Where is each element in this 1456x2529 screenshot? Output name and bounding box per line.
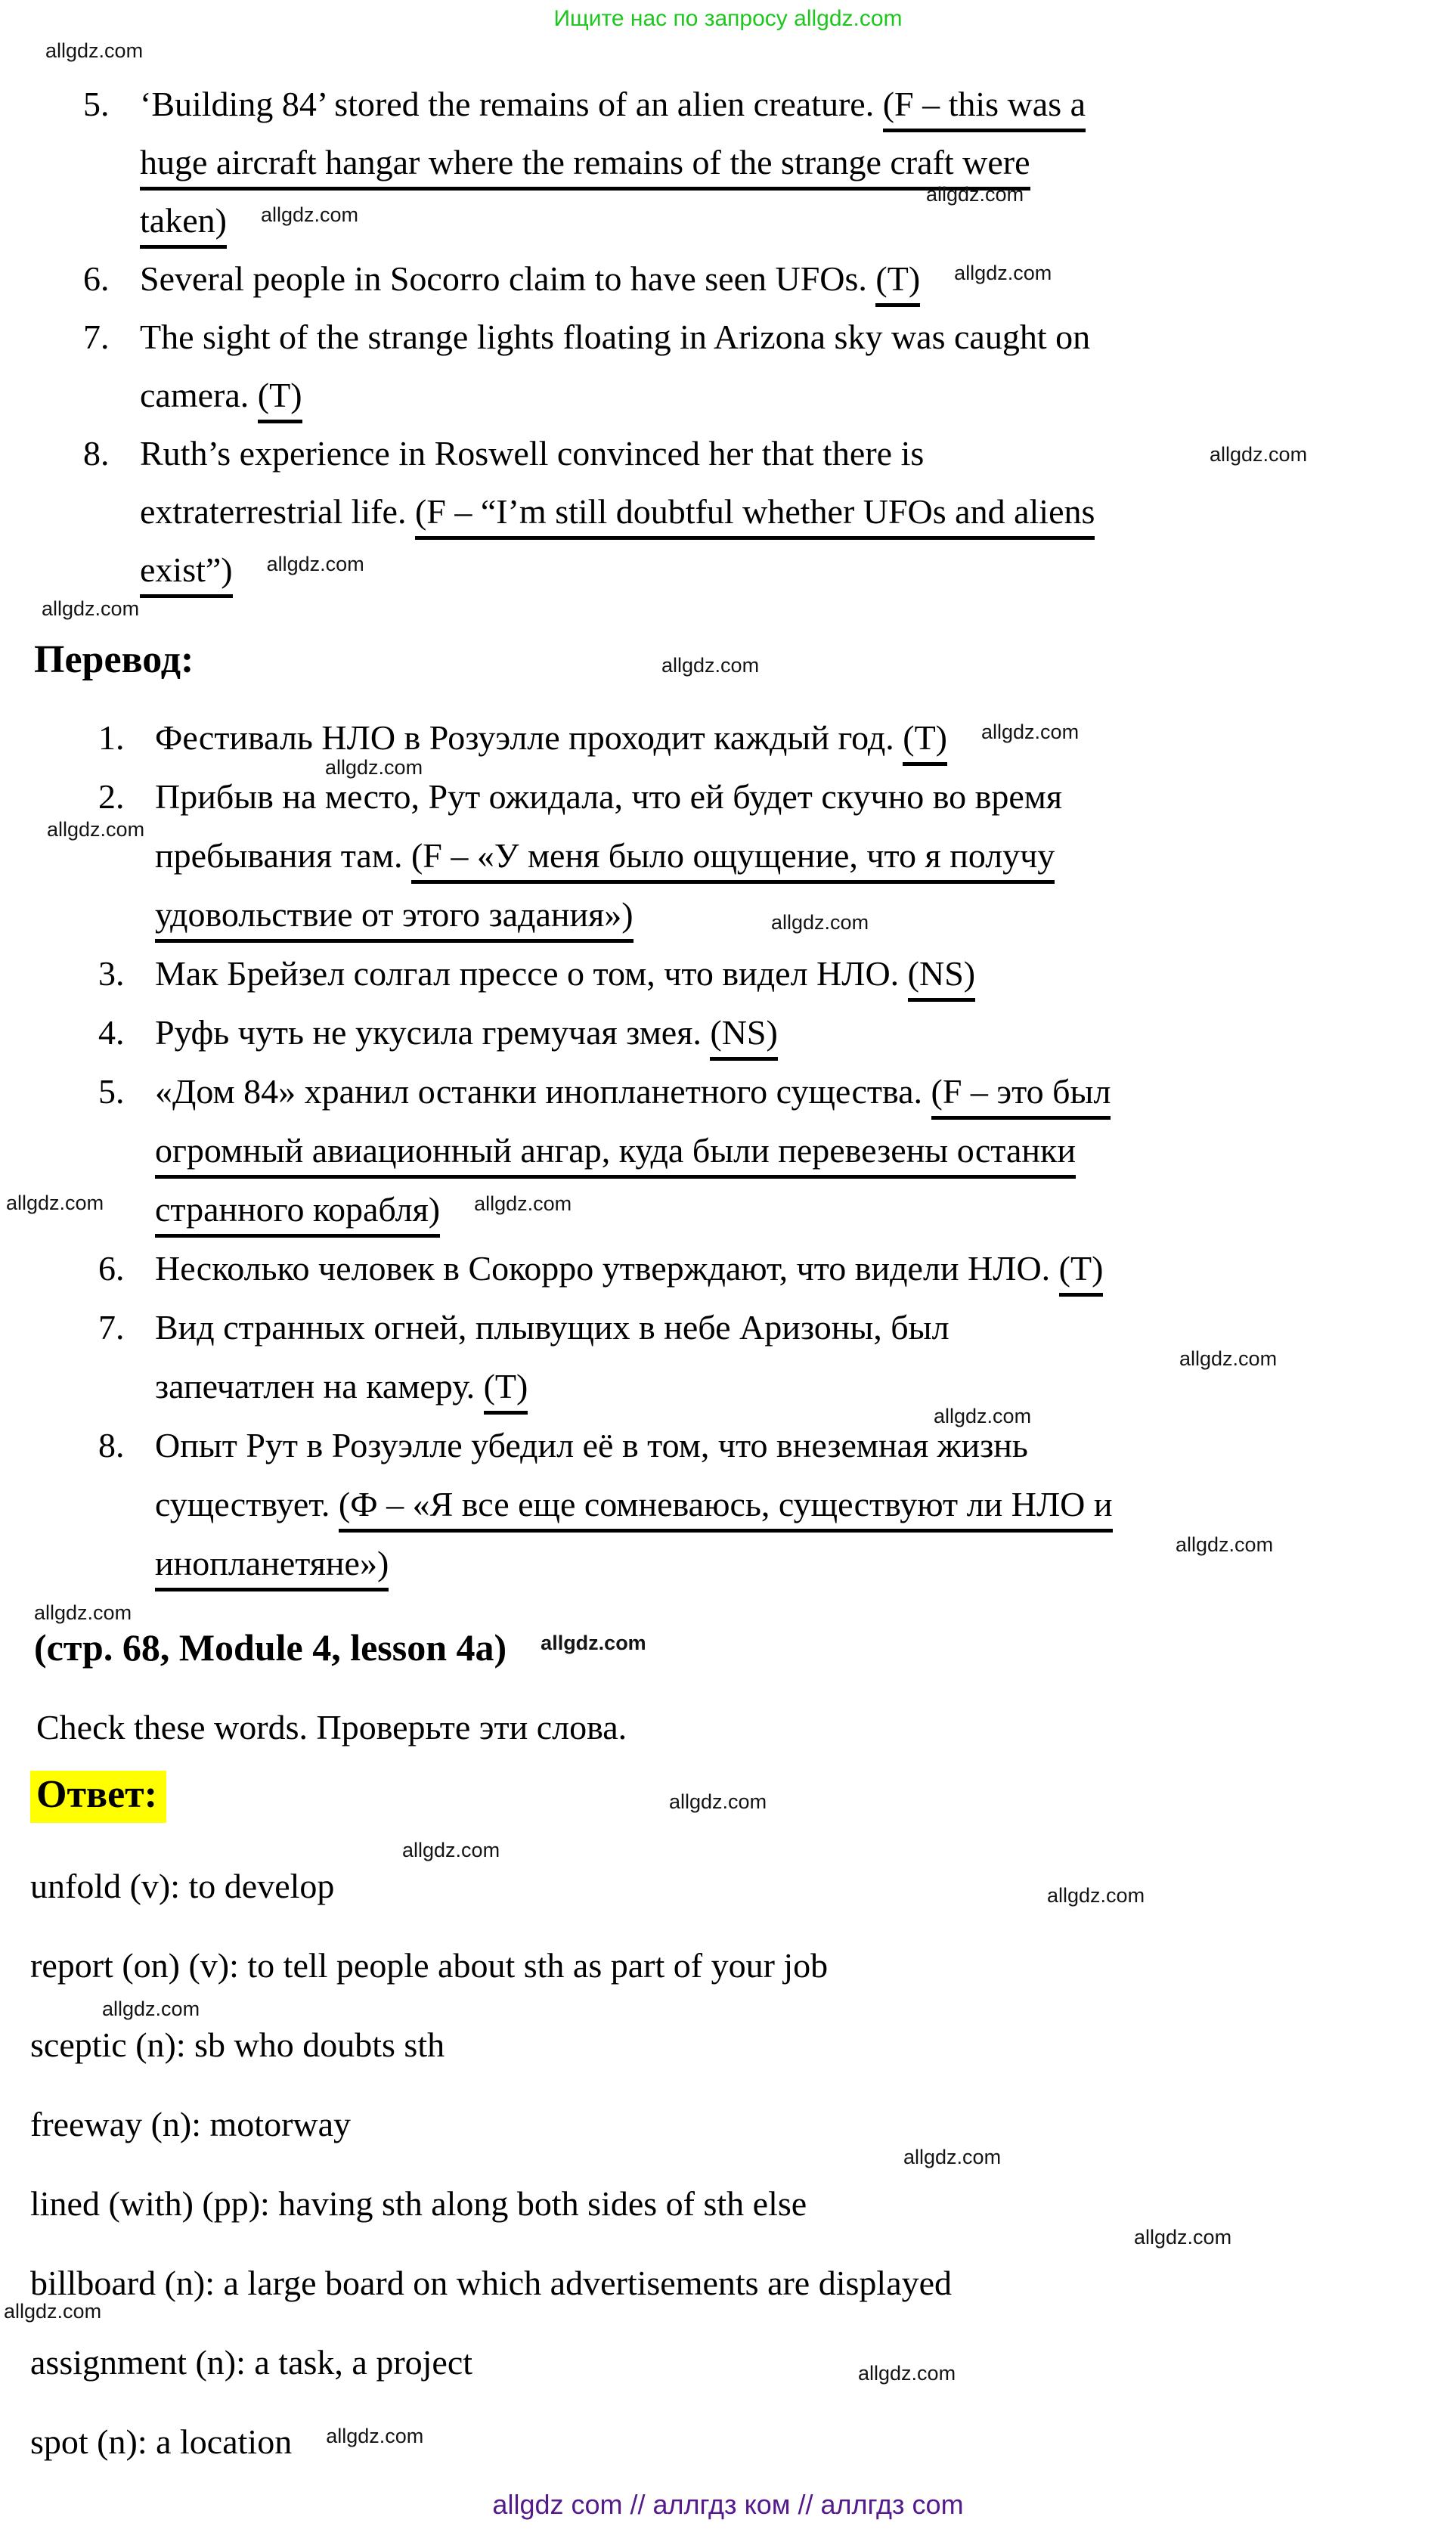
list-line	[83, 492, 1095, 532]
watermark: allgdz.com	[1176, 1533, 1274, 1556]
list-line	[98, 777, 1062, 817]
text-span: Прибыв на место, Рут ожидала, что ей будет скучно во время	[155, 777, 1063, 816]
definition-text: lined (with) (pp): having sth along both sides of sth else	[30, 2184, 807, 2223]
underlined-answer: (Ф – «Я все еще сомневаюсь, существуют ли НЛО и	[339, 1485, 1113, 1533]
list-item-number: 2.	[98, 777, 125, 816]
underlined-answer: exist”)	[140, 550, 233, 598]
watermark: allgdz.com	[661, 654, 760, 677]
definition-line	[30, 2422, 423, 2462]
list-line	[83, 259, 1052, 299]
list-item-number: 6.	[83, 259, 110, 298]
text-span: Several people in Socorro claim to have seen UFOs.	[140, 259, 876, 298]
list-item-number: 7.	[83, 318, 110, 356]
watermark: allgdz.com	[4, 2300, 102, 2323]
list-line	[98, 1426, 1028, 1466]
watermark: allgdz.com	[903, 2146, 1002, 2168]
list-item-number: 8.	[83, 434, 110, 473]
text-span: ‘Building 84’ stored the remains of an alien creature.	[140, 85, 883, 123]
underlined-answer: (F – «У меня было ощущение, что я получу	[411, 836, 1055, 884]
list-line	[83, 318, 1090, 358]
watermark: allgdz.com	[34, 1601, 132, 1624]
list-item-number: 5.	[98, 1072, 125, 1111]
definition-line	[30, 2342, 472, 2382]
inline-watermark: allgdz.com	[326, 2425, 424, 2447]
inline-watermark: allgdz.com	[266, 553, 364, 575]
text-span: The sight of the strange lights floating in Arizona sky was caught on	[140, 318, 1091, 356]
check-words-line: Check these words. Проверьте эти слова.	[36, 1708, 627, 1746]
watermark: allgdz.com	[858, 2362, 956, 2385]
watermark: allgdz.com	[47, 818, 145, 841]
text-span: Мак Брейзел солгал прессе о том, что видел НЛО.	[155, 954, 908, 993]
underlined-answer: (NS)	[908, 954, 975, 1002]
text-span: пребывания там.	[155, 836, 411, 875]
list-line	[83, 550, 364, 590]
promo-banner: Ищите нас по запросу allgdz.com	[553, 6, 903, 31]
definition-text: spot (n): a location	[30, 2422, 293, 2461]
list-line	[98, 1544, 389, 1584]
inline-watermark: allgdz.com	[954, 262, 1052, 284]
definition-text: unfold (v): to develop	[30, 1867, 335, 1905]
underlined-answer: (NS)	[710, 1013, 777, 1061]
list-line	[98, 836, 1055, 876]
definition-line	[30, 2183, 807, 2224]
list-item-number: 7.	[98, 1308, 125, 1347]
text-span: extraterrestrial life.	[140, 492, 415, 531]
text-span: camera.	[140, 376, 258, 414]
list-line	[83, 434, 924, 474]
text-span: Опыт Рут в Розуэлле убедил её в том, что внеземная жизнь	[155, 1426, 1028, 1464]
definition-text: report (on) (v): to tell people about sth as part of your job	[30, 1946, 829, 1985]
underlined-answer: огромный авиационный ангар, куда были перевезены останки	[155, 1131, 1076, 1179]
definition-text: freeway (n): motorway	[30, 2105, 352, 2143]
list-item-number: 1.	[98, 718, 125, 757]
list-line	[98, 1485, 1113, 1525]
list-line	[98, 1190, 572, 1230]
underlined-answer: (F – “I’m still doubtful whether UFOs and aliens	[415, 492, 1095, 540]
watermark: allgdz.com	[1047, 1884, 1145, 1907]
list-item-number: 3.	[98, 954, 125, 993]
inline-watermark: allgdz.com	[541, 1632, 646, 1654]
underlined-answer: (T)	[903, 718, 947, 766]
watermark: allgdz.com	[669, 1790, 767, 1813]
inline-watermark: allgdz.com	[260, 203, 358, 226]
translation-heading: Перевод:	[34, 638, 194, 681]
watermark: allgdz.com	[102, 1997, 200, 2020]
list-line	[98, 954, 975, 994]
text-span: Несколько человек в Сокорро утверждают, что видели НЛО.	[155, 1249, 1059, 1288]
text-span: Вид странных огней, плывущих в небе Аризоны, был	[155, 1308, 949, 1347]
watermark: allgdz.com	[6, 1192, 104, 1214]
list-line	[98, 1367, 528, 1407]
list-line	[83, 201, 358, 241]
underlined-answer: удовольствие от этого задания»)	[155, 895, 634, 943]
watermark: allgdz.com	[1210, 443, 1308, 466]
text-span: запечатлен на камеру.	[155, 1367, 484, 1406]
underlined-answer: (F – это был	[931, 1072, 1111, 1120]
watermark: allgdz.com	[1179, 1347, 1278, 1370]
text-span: существует.	[155, 1485, 339, 1523]
list-item-number: 6.	[98, 1249, 125, 1288]
watermark: allgdz.com	[926, 183, 1024, 206]
underlined-answer: инопланетяне»)	[155, 1544, 389, 1591]
definition-line	[30, 2104, 351, 2144]
list-line	[98, 1308, 949, 1348]
watermark: allgdz.com	[325, 756, 423, 779]
list-line	[98, 1249, 1103, 1289]
list-line	[83, 143, 1030, 183]
list-line	[83, 85, 1086, 125]
text-span: «Дом 84» хранил останки инопланетного существа.	[155, 1072, 931, 1111]
text-span: Фестиваль НЛО в Розуэлле проходит каждый год.	[155, 718, 903, 757]
definition-line	[30, 2025, 445, 2065]
text-span: Руфь чуть не укусила гремучая змея.	[155, 1013, 711, 1052]
watermark: allgdz.com	[1134, 2226, 1232, 2249]
definition-text: sceptic (n): sb who doubts sth	[30, 2025, 445, 2064]
text-span: Ruth’s experience in Roswell convinced her that there is	[140, 434, 925, 473]
watermark: allgdz.com	[45, 39, 144, 62]
source-reference-text: (стр. 68, Module 4, lesson 4a)	[34, 1626, 507, 1669]
list-line	[98, 1013, 778, 1053]
inline-watermark: allgdz.com	[474, 1192, 572, 1215]
list-line	[98, 718, 1079, 758]
underlined-answer: (T)	[875, 259, 920, 307]
list-line	[83, 376, 302, 416]
watermark: allgdz.com	[771, 911, 869, 934]
list-line	[98, 895, 634, 935]
answer-heading: Ответ:	[30, 1771, 166, 1823]
underlined-answer: (F – this was a	[883, 85, 1086, 132]
list-line	[98, 1131, 1076, 1171]
watermark: allgdz.com	[402, 1839, 500, 1861]
definition-text: billboard (n): a large board on which advertisements are displayed	[30, 2264, 953, 2302]
list-item-number: 5.	[83, 85, 110, 123]
list-item-number: 8.	[98, 1426, 125, 1464]
watermark: allgdz.com	[42, 597, 140, 620]
list-item-number: 4.	[98, 1013, 125, 1052]
underlined-answer: странного корабля)	[155, 1190, 440, 1238]
source-reference	[34, 1626, 646, 1669]
footer-line: allgdz com // аллгдз ком // аллгдз com	[492, 2489, 964, 2520]
underlined-answer: (T)	[1059, 1249, 1104, 1297]
definition-text: assignment (n): a task, a project	[30, 2343, 473, 2382]
inline-watermark: allgdz.com	[981, 721, 1080, 743]
underlined-answer: huge aircraft hangar where the remains of the strange craft were	[140, 143, 1030, 191]
underlined-answer: taken)	[140, 201, 227, 249]
underlined-answer: (T)	[484, 1367, 528, 1415]
list-line	[98, 1072, 1111, 1112]
definition-line	[30, 1866, 334, 1906]
watermark: allgdz.com	[934, 1405, 1032, 1427]
definition-line	[30, 1945, 828, 1985]
definition-line	[30, 2263, 952, 2303]
underlined-answer: (T)	[258, 376, 302, 423]
